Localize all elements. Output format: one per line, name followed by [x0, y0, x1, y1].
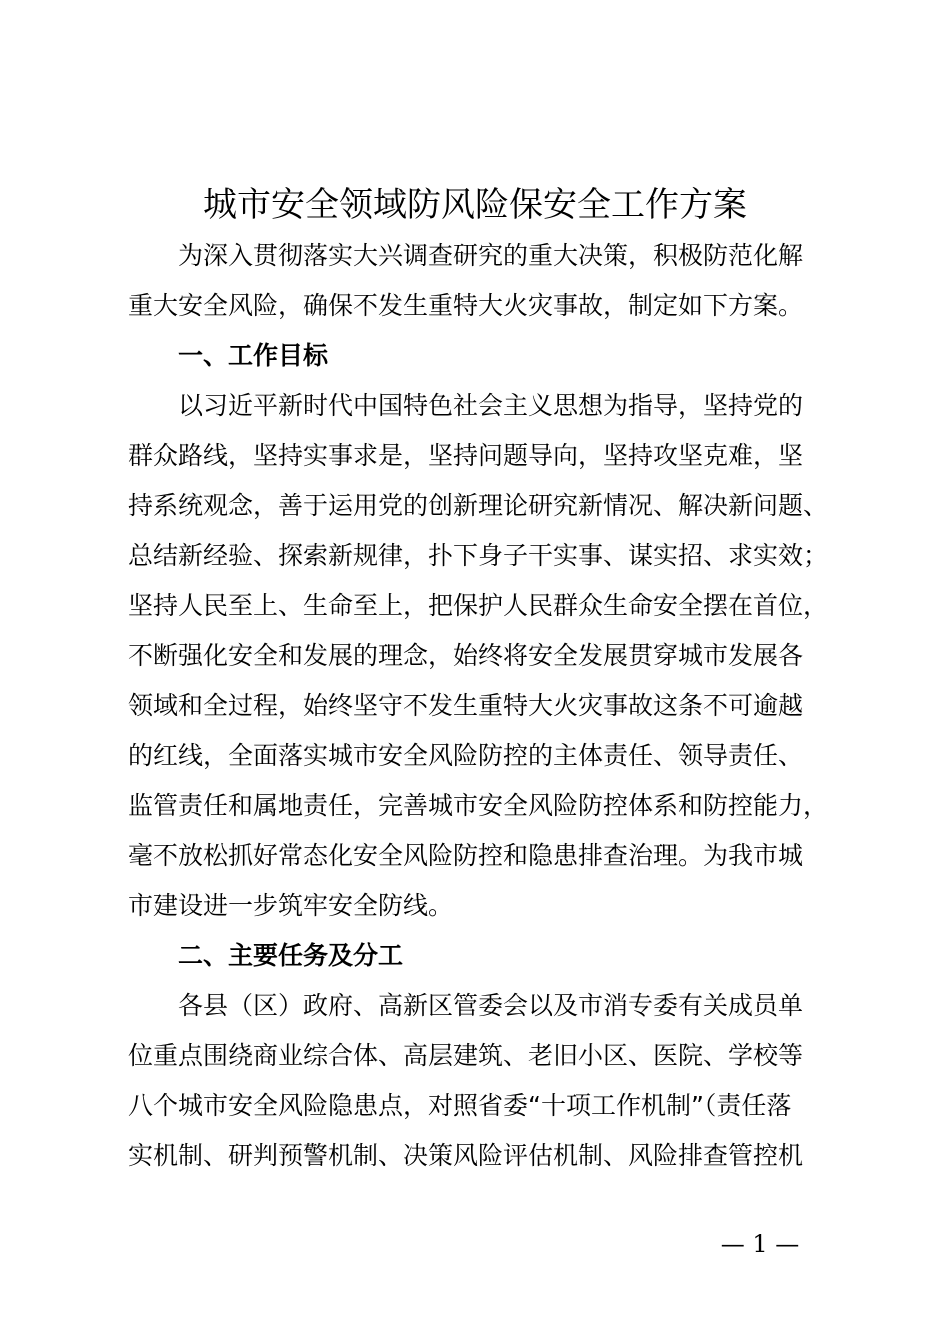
intro-line-2: 重大安全风险，确保不发生重特大火灾事故，制定如下方案。 [128, 291, 804, 320]
section1-line: 坚持人民至上、生命至上，把保护人民群众生命安全摆在首位， [128, 591, 829, 620]
section1-line: 领域和全过程，始终坚守不发生重特大火灾事故这条不可逾越 [128, 691, 804, 720]
section2-line: 实机制、研判预警机制、决策风险评估机制、风险排查管控机 [128, 1141, 804, 1170]
section1-line: 毫不放松抓好常态化安全风险防控和隐患排查治理。为我市城 [128, 841, 804, 870]
section-heading-tasks: 二、主要任务及分工 [128, 941, 404, 970]
section2-line: 位重点围绕商业综合体、高层建筑、老旧小区、医院、学校等 [128, 1041, 804, 1070]
section1-line: 以习近平新时代中国特色社会主义思想为指导，坚持党的 [128, 391, 804, 420]
section1-line: 监管责任和属地责任，完善城市安全风险防控体系和防控能力， [128, 791, 829, 820]
document-title: 城市安全领域防风险保安全工作方案 [203, 185, 747, 225]
section1-line: 总结新经验、探索新规律，扑下身子干实事、谋实招、求实效； [128, 541, 829, 570]
page-number: — 1 — [720, 1230, 800, 1258]
section2-line: 各县（区）政府、高新区管委会以及市消专委有关成员单 [128, 991, 804, 1020]
section1-line: 的红线，全面落实城市安全风险防控的主体责任、领导责任、 [128, 741, 804, 770]
section1-line: 群众路线，坚持实事求是，坚持问题导向，坚持攻坚克难，坚 [128, 441, 804, 470]
section1-line: 持系统观念，善于运用党的创新理论研究新情况、解决新问题、 [128, 491, 829, 520]
intro-line-1: 为深入贯彻落实大兴调查研究的重大决策，积极防范化解 [128, 241, 804, 270]
section1-line: 不断强化安全和发展的理念，始终将安全发展贯穿城市发展各 [128, 641, 804, 670]
section1-line: 市建设进一步筑牢安全防线。 [128, 891, 454, 920]
section-heading-goals: 一、工作目标 [128, 341, 329, 370]
section2-line: 八个城市安全风险隐患点，对照省委“十项工作机制”（责任落 [128, 1091, 792, 1120]
